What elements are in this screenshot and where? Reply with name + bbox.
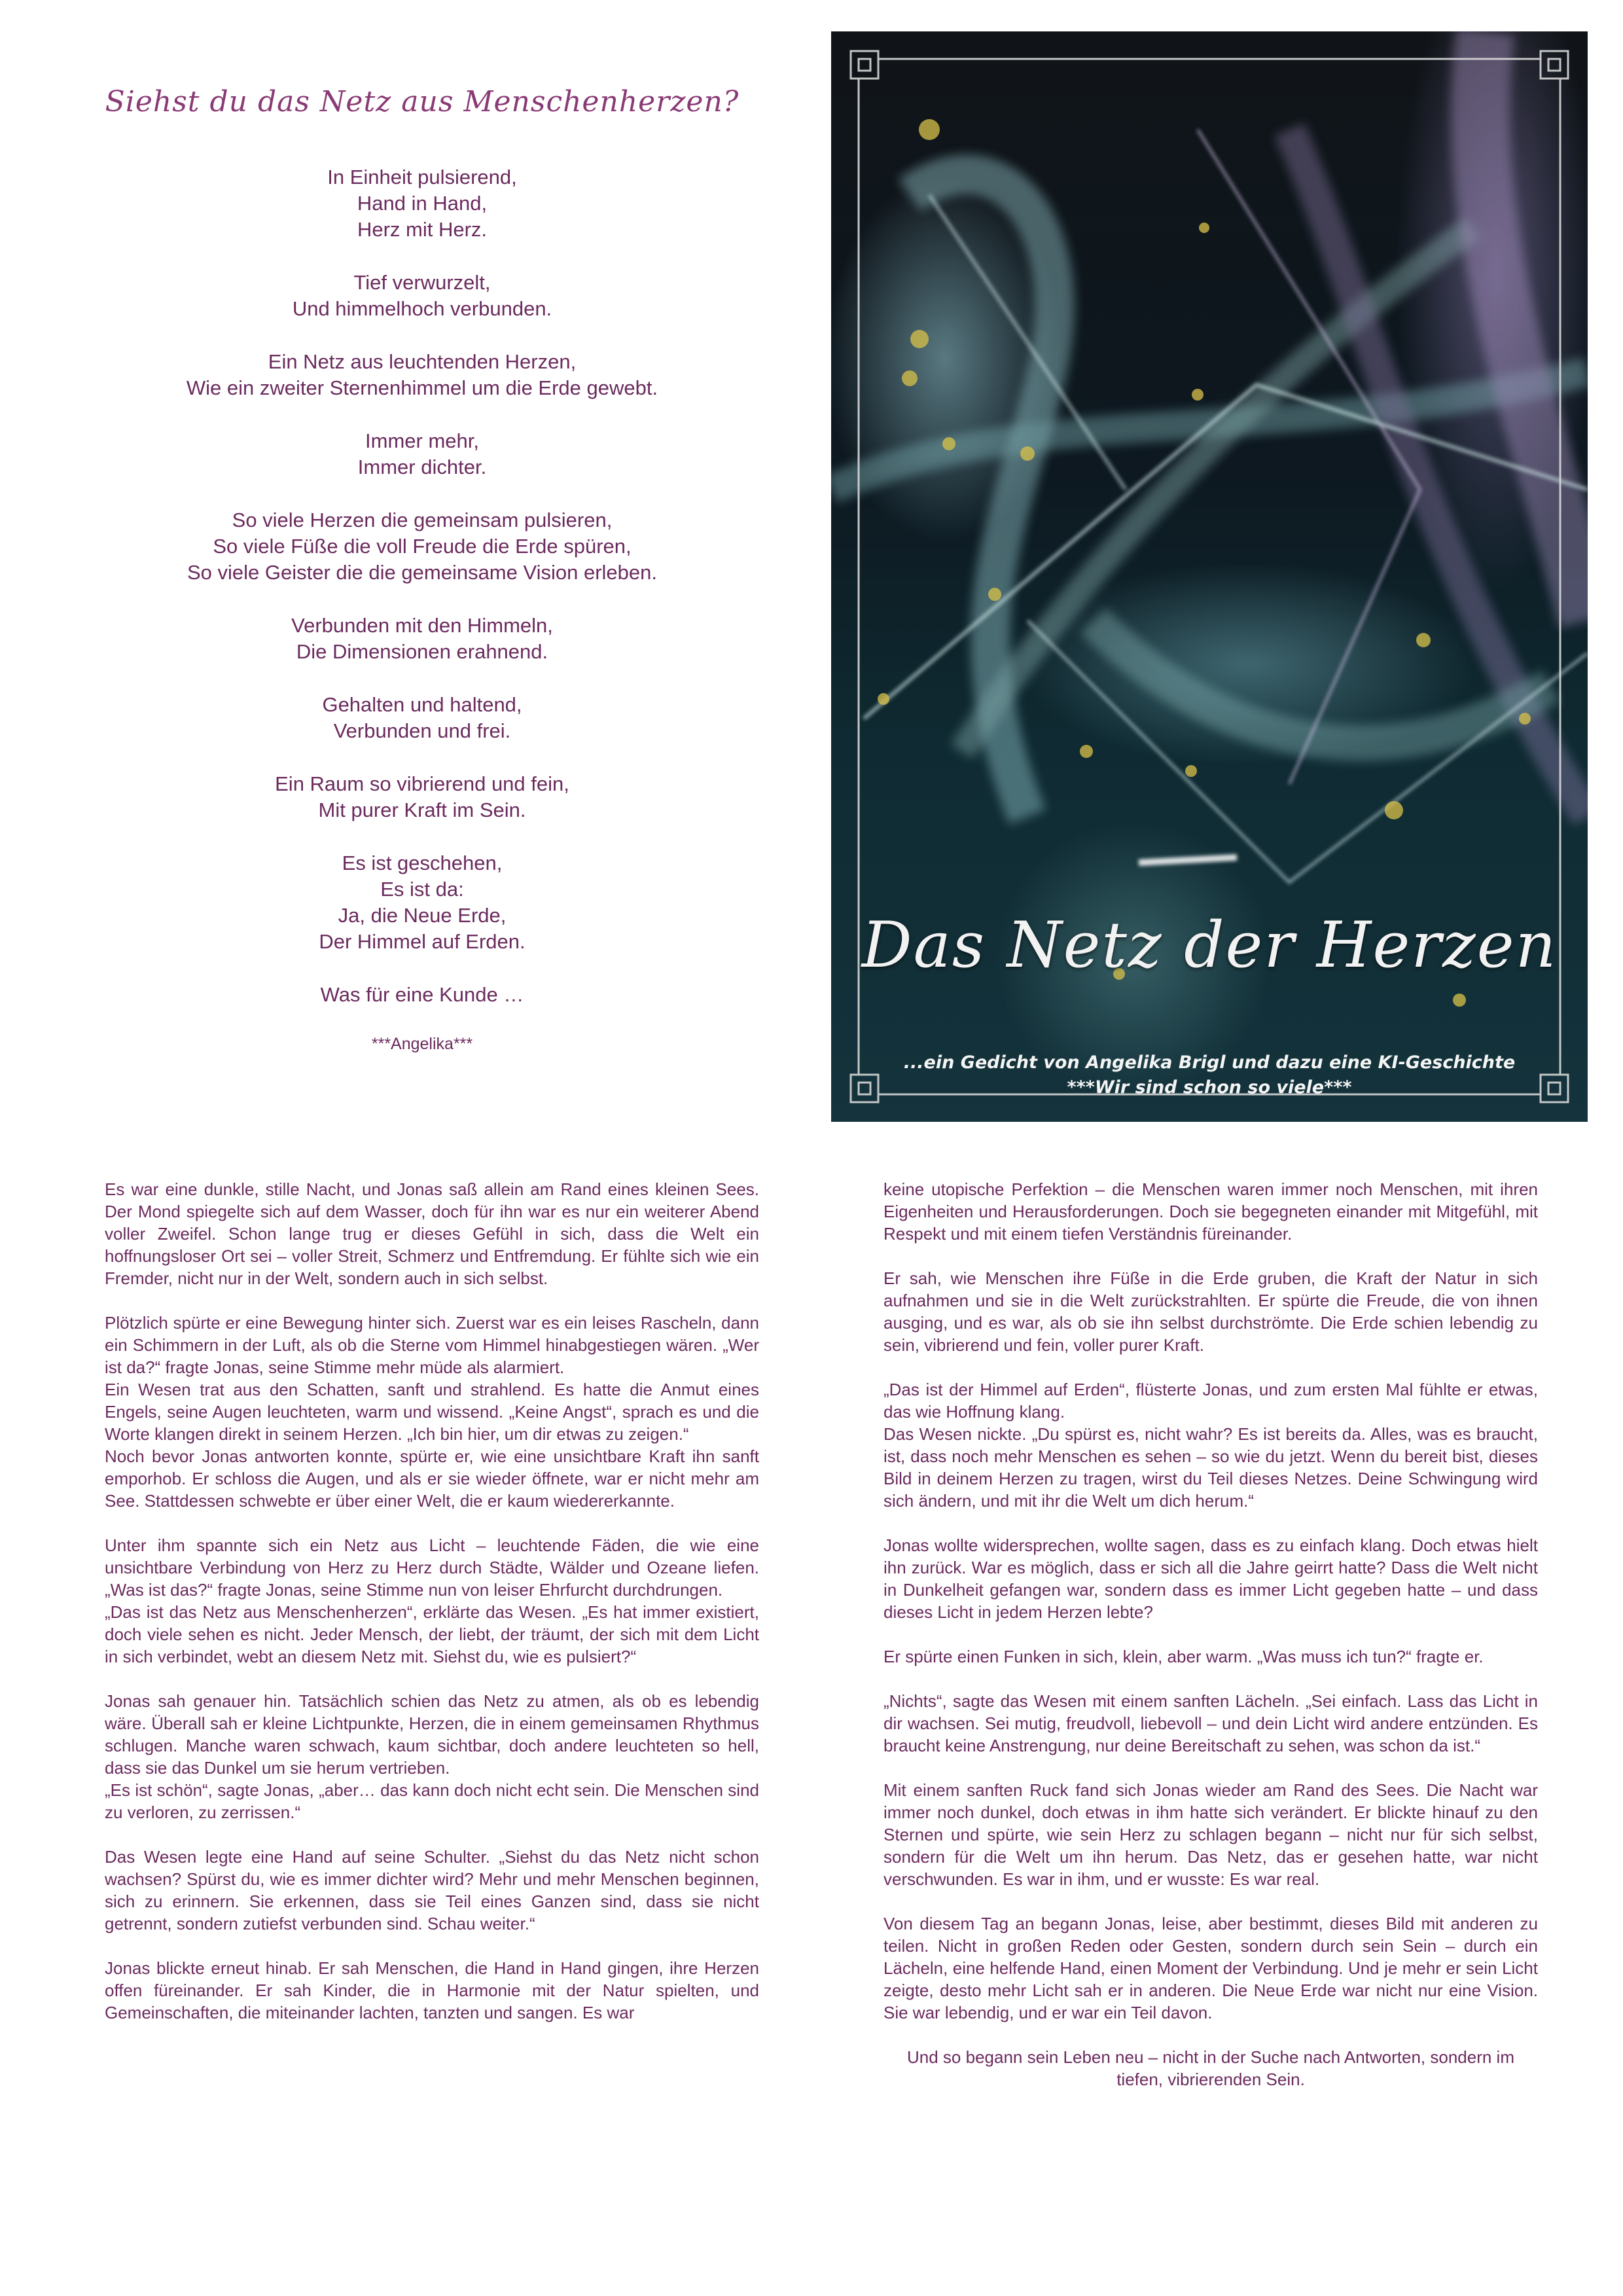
bokeh-dot — [988, 588, 1001, 601]
bokeh-dot — [1453, 994, 1466, 1007]
poem-section — [85, 85, 759, 1054]
poem-stanza — [85, 982, 759, 1008]
story-paragraph: Jonas wollte widersprechen, wollte sagen, dass es zu einfach klang. Doch etwas hielt ihn zurück. War es möglich, dass er sich all die Jahre geirrt hatte? Dass die Welt nicht in Dunkelheit gefangen war, sondern dass es immer Licht gegeben hatte – und dass dieses Licht in jedem Herzen lebte? — [883, 1535, 1538, 1622]
bokeh-dot — [1416, 633, 1431, 647]
poem-line: Immer dichter. — [357, 456, 487, 478]
bokeh-dot — [1020, 446, 1035, 461]
bokeh-dot — [1519, 713, 1531, 725]
story-paragraph: Mit einem sanften Ruck fand sich Jonas wieder am Rand des Sees. Die Nacht war immer noch dunkel, doch etwas in ihm hatte sich verändert. Er blickte hinauf zu den Sternen und spürte, wie sein Herz zu schlagen begann – nicht nur für sich selbst, sondern für die Welt um ihn herum. Das Netz, das er gesehen hatte, war nicht verschwunden. Es war in ihm, und er wusste: Es war real. — [883, 1780, 1538, 1889]
story-paragraph: „Nichts“, sagte das Wesen mit einem sanften Lächeln. „Sei einfach. Lass das Licht in dir wachsen. Sei mutig, freudvoll, liebevoll – und dein Licht wird andere entzünden. Es braucht keine Anstrengung, nur deine Bereitschaft zu sehen, was schon da ist.“ — [883, 1691, 1538, 1755]
poem-line: Immer mehr, — [365, 429, 479, 452]
cover-tagline: ***Wir sind schon so viele*** — [1067, 1077, 1352, 1098]
poem-stanza — [85, 692, 759, 744]
poem-line: So viele Herzen die gemeinsam pulsieren, — [232, 509, 613, 531]
story-paragraph: Von diesem Tag an begann Jonas, leise, aber bestimmt, dieses Bild mit anderen zu teilen. Nicht in großen Reden oder Gesten, sondern durch sein Sein – durch ein Lächeln, eine helfende Hand, einen Moment der Verbindung. Und je mehr er sein Licht zeigte, desto mehr Licht sah er in anderen. Die Neue Erde war nicht nur eine Vision. Sie war lebendig, und er war ein Teil davon. — [883, 1914, 1538, 2022]
bokeh-dot — [1385, 801, 1403, 819]
bokeh-dot — [910, 330, 929, 348]
poem-stanza — [85, 771, 759, 823]
poem-line: Verbunden und frei. — [333, 719, 511, 742]
poem-line: Ein Raum so vibrierend und fein, — [275, 772, 569, 795]
bokeh-dot — [942, 437, 955, 450]
cover-image — [831, 31, 1588, 1122]
bokeh-dot — [1199, 223, 1209, 233]
poem-stanza — [85, 428, 759, 480]
poem-stanza — [85, 850, 759, 955]
story-paragraph: keine utopische Perfektion – die Menschen waren immer noch Menschen, mit ihren Eigenheiten und Herausforderungen. Doch sie begegneten einander mit Mitgefühl, mit Respekt und mit einem tiefen Verständnis füreinander. — [883, 1179, 1538, 1244]
poem-line: Es ist geschehen, — [342, 852, 503, 874]
cover-title: Das Netz der Herzen — [861, 908, 1558, 982]
light-streak — [1139, 857, 1237, 863]
bokeh-dot — [1185, 765, 1197, 777]
story-paragraph: „Das ist der Himmel auf Erden“, flüsterte Jonas, und zum ersten Mal fühlte er etwas, das wie Hoffnung klang. Das Wesen nickte. „Du spürst es, nicht wahr? Es ist bereits da. Alles, was es braucht, ist, dass noch mehr Menschen es sehen – so wie du jetzt. Wenn du bereit bist, dieses Bild in deinem Herzen zu tragen, wirst du Teil dieses Netzes. Deine Schwingung wird sich ändern, und mit ihr die Welt um dich herum.“ — [883, 1380, 1538, 1511]
poem-line: So viele Geister die die gemeinsame Vision erleben. — [187, 561, 657, 584]
story-paragraph: Unter ihm spannte sich ein Netz aus Licht – leuchtende Fäden, die wie eine unsichtbare Verbindung von Herz zu Herz durch Städte, Wälder und Ozeane liefen. „Was ist das?“ fragte Jonas, seine Stimme nun von leiser Ehrfurcht durchdrungen. „Das ist das Netz aus Menschenherzen“, erklärte das Wesen. „Es hat immer existiert, doch viele sehen es nicht. Jeder Mensch, der liebt, der träumt, der sich mit dem Licht in sich verbindet, webt an diesem Netz mit. Siehst du, wie es pulsiert?“ — [105, 1535, 759, 1666]
bokeh-dot — [902, 370, 918, 386]
cover-subtitle: ...ein Gedicht von Angelika Brigl und dazu eine KI-Geschichte — [903, 1052, 1516, 1073]
poem-line: Herz mit Herz. — [357, 218, 488, 241]
poem-line: Gehalten und haltend, — [322, 693, 522, 716]
poem-line: Verbunden mit den Himmeln, — [291, 614, 553, 637]
poem-stanza — [85, 349, 759, 401]
story-paragraph: Das Wesen legte eine Hand auf seine Schulter. „Siehst du das Netz nicht schon wachsen? Spürst du, wie es immer dichter wird? Mehr und mehr Menschen beginnen, sich zu erinnern. Sie erkennen, dass sie Teil eines Ganzen sind, dass sie nicht getrennt, sondern zutiefst verbunden sind. Schau weiter.“ — [105, 1847, 759, 1933]
bokeh-dot — [878, 693, 889, 705]
poem-line: So viele Füße die voll Freude die Erde spüren, — [213, 535, 632, 558]
poem-line: Es ist da: — [380, 878, 464, 901]
story-paragraph: Er spürte einen Funken in sich, klein, aber warm. „Was muss ich tun?“ fragte er. — [883, 1647, 1484, 1666]
poem-line: Was für eine Kunde … — [320, 983, 524, 1006]
poem-line: Der Himmel auf Erden. — [319, 930, 526, 953]
poem-line: Und himmelhoch verbunden. — [292, 297, 552, 320]
poem-line: Hand in Hand, — [357, 192, 488, 215]
light-strand — [1480, 31, 1588, 620]
bokeh-dot — [1080, 745, 1093, 758]
story-paragraph: Jonas blickte erneut hinab. Er sah Menschen, die Hand in Hand gingen, ihre Herzen offen füreinander. Er sah Kinder, die in Harmonie mit der Natur spielten, und Gemeinschaften, die miteinander lachten, tanzten und sangen. Es war — [105, 1958, 759, 2022]
poem-line: Ein Netz aus leuchtenden Herzen, — [268, 350, 577, 373]
light-strand — [1198, 130, 1420, 784]
poem-stanza — [85, 270, 759, 322]
bokeh-dot — [1192, 389, 1204, 401]
poem-title: Siehst du das Netz aus Menschenherzen? — [105, 85, 740, 118]
poem-stanza — [85, 507, 759, 586]
story-paragraph: Es war eine dunkle, stille Nacht, und Jonas saß allein am Rand eines kleinen Sees. Der Mond spiegelte sich auf dem Wasser, doch für ihn war es nur ein weiterer Abend voller Zweifel. Schon lange trug er dieses Gefühl in sich, dass die Welt ein hoffnungsloser Ort sei – voller Streit, Schmerz und Entfremdung. Er fühlte sich wie ein Fremder, nicht nur in der Welt, sondern auch in sich selbst. — [105, 1179, 759, 1288]
poem-stanza — [85, 613, 759, 665]
poem-line: Die Dimensionen erahnend. — [296, 640, 548, 663]
poem-line: Tief verwurzelt, — [353, 271, 491, 294]
poem-line: Ja, die Neue Erde, — [338, 904, 507, 927]
bokeh-dot — [919, 119, 940, 140]
story-column-left — [105, 1178, 759, 2046]
poem-line: In Einheit pulsierend, — [327, 166, 517, 188]
story-paragraph: Und so begann sein Leben neu – nicht in der Suche nach Antworten, sondern im tiefen, vibrierenden Sein. — [907, 2047, 1514, 2089]
story-paragraph: Jonas sah genauer hin. Tatsächlich schien das Netz zu atmen, als ob es lebendig wäre. Überall sah er kleine Lichtpunkte, Herzen, die in einem gemeinsamen Rhythmus schlugen. Manche waren schwach, kaum sichtbar, doch andere leuchteten so hell, dass sie das Dunkel um sie herum vertrieben. „Es ist schön“, sagte Jonas, „aber… das kann doch nicht echt sein. Die Menschen sind zu verloren, zu zerrissen.“ — [105, 1691, 759, 1822]
story-paragraph: Er sah, wie Menschen ihre Füße in die Erde gruben, die Kraft der Natur in sich aufnahmen und sie in die Welt zurückstrahlten. Er spürte die Freude, die von ihnen ausging, und es war, als ob sie ihn selbst durchströmte. Die Erde schien lebendig zu sein, vibrierend und fein, voller purer Kraft. — [883, 1268, 1538, 1355]
poem-line: Mit purer Kraft im Sein. — [318, 798, 526, 821]
poem-stanza — [85, 164, 759, 243]
poem-author: ***Angelika*** — [371, 1035, 473, 1053]
poem-stanzas — [85, 164, 759, 1008]
story-column-right — [883, 1178, 1538, 2113]
story-paragraph: Plötzlich spürte er eine Bewegung hinter sich. Zuerst war es ein leises Rascheln, dann ein Schimmern in der Luft, als ob die Sterne vom Himmel hinabgestiegen wären. „Wer ist da?“ fragte Jonas, seine Stimme mehr müde als alarmiert. Ein Wesen trat aus den Schatten, sanft und strahlend. Es hatte die Anmut eines Engels, seine Augen leuchteten, warm und wissend. „Keine Angst“, sprach es und die Worte klangen direkt in seinem Herzen. „Ich bin hier, um dir etwas zu zeigen.“ Noch bevor Jonas antworten konnte, spürte er, wie eine unsichtbare Kraft ihn sanft emporhob. Er schloss die Augen, und als er sie wieder öffnete, war er nicht mehr am See. Stattdessen schwebte er über einer Welt, die er kaum wiedererkannte. — [105, 1313, 759, 1511]
poem-line: Wie ein zweiter Sternenhimmel um die Erde gewebt. — [186, 376, 658, 399]
